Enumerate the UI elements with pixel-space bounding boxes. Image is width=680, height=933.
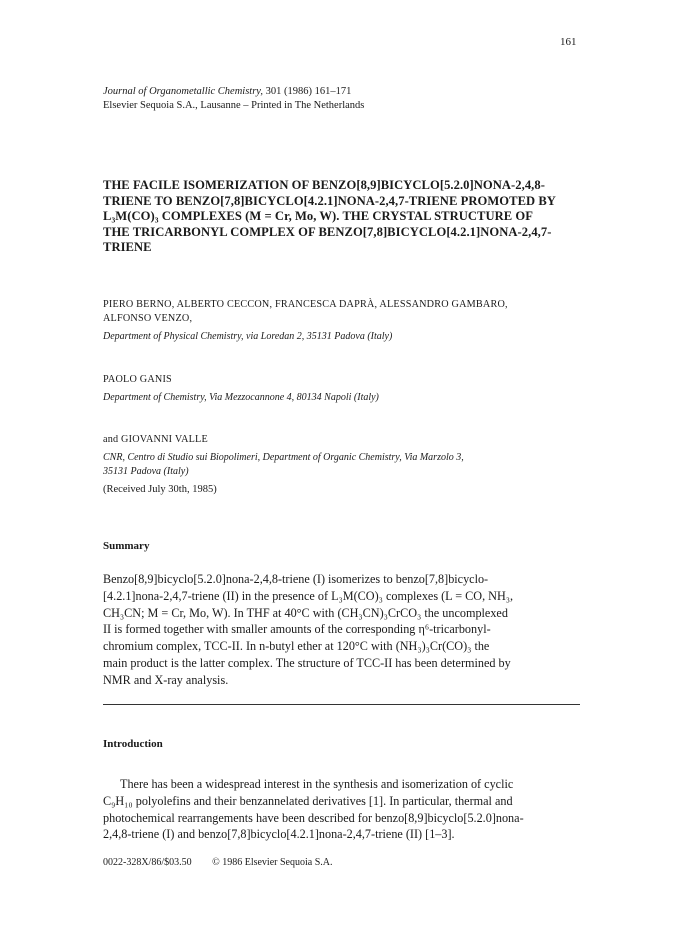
publisher-line: Elsevier Sequoia S.A., Lausanne – Printed in The Netherlands — [103, 100, 365, 111]
intro-line: photochemical rearrangements have been described for benzo[8,9]bicyclo[5.2.0]nona- — [103, 810, 524, 825]
affiliation: Department of Physical Chemistry, via Loredan 2, 35131 Padova (Italy) — [103, 331, 393, 342]
summary-line: II is formed together with smaller amounts of the corresponding η⁶-tricarbonyl- — [103, 622, 491, 637]
title-line: THE TRICARBONYL COMPLEX OF BENZO[7,8]BICYCLO[4.2.1]NONA-2,4,7- — [103, 224, 552, 239]
title-line: THE FACILE ISOMERIZATION OF BENZO[8,9]BICYCLO[5.2.0]NONA-2,4,8- — [103, 178, 545, 192]
title-line: TRIENE TO BENZO[7,8]BICYCLO[4.2.1]NONA-2,4,7-TRIENE PROMOTED BY — [103, 193, 556, 208]
author-list — [103, 298, 508, 325]
author-list — [103, 373, 172, 387]
summary-line: [4.2.1]nona-2,4,7-triene (II) in the presence of L₃M(CO)₃ complexes (L = CO, NH₃, — [103, 588, 514, 603]
journal-name: Journal of Organometallic Chemistry, — [103, 86, 264, 97]
intro-line: 2,4,8-triene (I) and benzo[7,8]bicyclo[4.2.1]nona-2,4,7-triene (II) [1–3]. — [103, 827, 455, 842]
received-date: (Received July 30th, 1985) — [103, 484, 217, 495]
summary-line: chromium complex, TCC-II. In n-butyl ether at 120°C with (NH₃)₃Cr(CO)₃ the — [103, 639, 490, 654]
summary-heading: Summary — [103, 540, 150, 552]
journal-line — [103, 85, 364, 99]
summary-line: CH₃CN; M = Cr, Mo, W). In THF at 40°C with (CH₃CN)₃CrCO₃ the uncomplexed — [103, 605, 508, 620]
introduction-text — [103, 776, 580, 843]
intro-line: There has been a widespread interest in the synthesis and isomerization of cyclic — [120, 777, 514, 791]
affiliation — [103, 451, 464, 478]
paper-title — [103, 178, 591, 256]
page-footer — [103, 857, 350, 868]
article-code: 0022-328X/86/$03.50 — [103, 857, 192, 868]
section-divider — [103, 704, 580, 705]
author-line: and GIOVANNI VALLE — [103, 434, 208, 445]
copyright-notice: © 1986 Elsevier Sequoia S.A. — [212, 857, 333, 868]
affiliation-line: 35131 Padova (Italy) — [103, 465, 189, 477]
journal-citation — [103, 85, 364, 113]
author-line: PIERO BERNO, ALBERTO CECCON, FRANCESCA DAPRÀ, ALESSANDRO GAMBARO, — [103, 299, 508, 310]
summary-line: main product is the latter complex. The structure of TCC-II has been determined by — [103, 655, 511, 670]
summary-text — [103, 571, 580, 689]
author-list — [103, 433, 208, 447]
title-line: L₃M(CO)₃ COMPLEXES (M = Cr, Mo, W). THE CRYSTAL STRUCTURE OF — [103, 209, 533, 223]
page-number: 161 — [560, 36, 577, 48]
affiliation-line: CNR, Centro di Studio sui Biopolimeri, Department of Organic Chemistry, Via Marzolo 3, — [103, 452, 464, 463]
author-line: PAOLO GANIS — [103, 374, 172, 385]
author-line: ALFONSO VENZO, — [103, 312, 193, 324]
journal-volume: 301 (1986) 161–171 — [263, 86, 352, 97]
intro-line: C₉H₁₀ polyolefins and their benzannelated derivatives [1]. In particular, thermal and — [103, 793, 513, 808]
introduction-heading: Introduction — [103, 738, 163, 750]
affiliation: Department of Chemistry, Via Mezzocannone 4, 80134 Napoli (Italy) — [103, 392, 379, 403]
title-line: TRIENE — [103, 240, 152, 254]
summary-line: NMR and X-ray analysis. — [103, 672, 229, 687]
summary-line: Benzo[8,9]bicyclo[5.2.0]nona-2,4,8-triene (I) isomerizes to benzo[7,8]bicyclo- — [103, 572, 489, 586]
